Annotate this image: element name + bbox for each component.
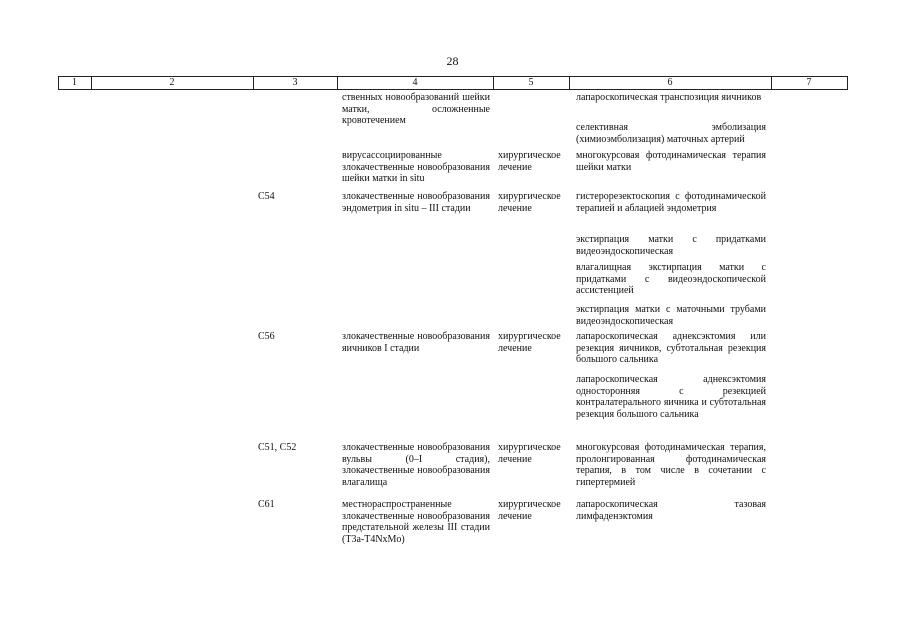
- column-header: 3: [292, 77, 298, 88]
- column-header: 1: [72, 77, 77, 88]
- column-header: 6: [667, 77, 673, 88]
- column-header: 2: [169, 77, 175, 88]
- icd-code-cell: C51, C52: [258, 442, 297, 453]
- diagnosis-cell: злокачественные новообразования вульвы (0–I стадия), злокачественные новообразования влагалища: [342, 442, 490, 488]
- method-cell: гистерорезектоскопия с фотодинамической терапией и аблацией эндометрия: [576, 191, 766, 214]
- method-cell: многокурсовая фотодинамическая терапия, пролонгированная фотодинамическая терапия, в том числе в сочетании с гипертермией: [576, 442, 766, 488]
- method-cell: лапароскопическая аднексэктомия односторонняя с резекцией контралатерального яичника и субтотальная резекция большого сальника: [576, 374, 766, 420]
- treatment-cell: хирургическое лечение: [498, 191, 561, 214]
- method-cell: лапароскопическая аднексэктомия или резекция яичников, субтотальная резекция большого сальника: [576, 331, 766, 366]
- treatment-cell: хирургическое лечение: [498, 499, 561, 522]
- method-cell: многокурсовая фотодинамическая терапия шейки матки: [576, 150, 766, 173]
- page-number: 28: [446, 54, 459, 68]
- diagnosis-cell: злокачественные новообразования яичников I стадии: [342, 331, 490, 354]
- icd-code-cell: C61: [258, 499, 275, 510]
- icd-code-cell: C54: [258, 191, 275, 202]
- treatment-cell: хирургическое лечение: [498, 150, 561, 173]
- diagnosis-cell: ственных новообразований шейки матки, осложненные кровотечением: [342, 92, 490, 127]
- header-bottom-rule: [58, 89, 848, 90]
- column-header: 7: [806, 77, 812, 88]
- diagnosis-cell: вирусассоциированные злокачественные новообразования шейки матки in situ: [342, 150, 490, 185]
- icd-code-cell: C56: [258, 331, 275, 342]
- diagnosis-cell: местнораспространенные злокачественные новообразования предстательной железы III стадии (T3a-T4NxMo): [342, 499, 490, 545]
- method-cell: селективная эмболизация (химиоэмболизация) маточных артерий: [576, 122, 766, 145]
- diagnosis-cell: злокачественные новообразования эндометрия in situ – III стадии: [342, 191, 490, 214]
- method-cell: экстирпация матки с маточными трубами видеоэндоскопическая: [576, 304, 766, 327]
- method-cell: лапароскопическая тазовая лимфаденэктомия: [576, 499, 766, 522]
- column-header: 5: [528, 77, 534, 88]
- method-cell: влагалищная экстирпация матки с придатками с видеоэндоскопической ассистенцией: [576, 262, 766, 297]
- column-divider: [847, 76, 848, 89]
- treatment-cell: хирургическое лечение: [498, 331, 561, 354]
- method-cell: экстирпация матки с придатками видеоэндоскопическая: [576, 234, 766, 257]
- column-header: 4: [412, 77, 418, 88]
- treatment-cell: хирургическое лечение: [498, 442, 561, 465]
- method-cell: лапароскопическая транспозиция яичников: [576, 92, 762, 103]
